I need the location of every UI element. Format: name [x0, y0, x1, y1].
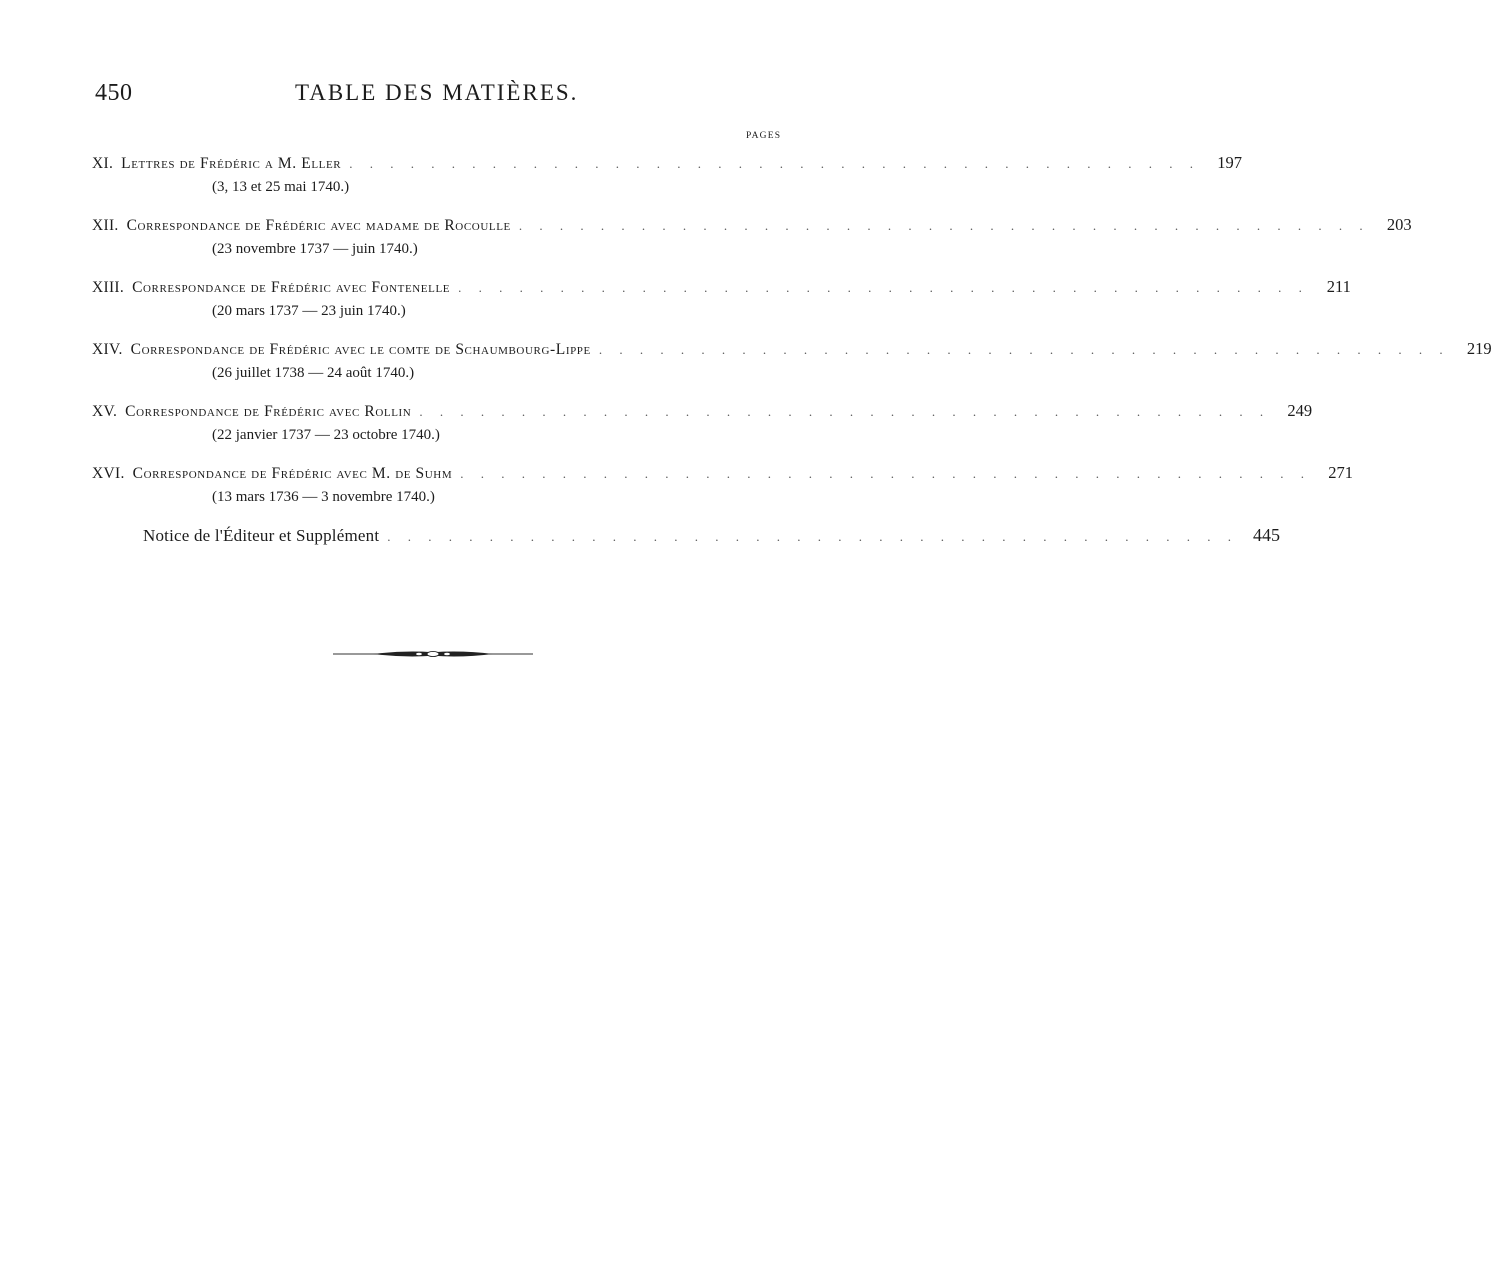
entry-date-range: (26 juillet 1738 — 24 août 1740.) — [212, 365, 415, 381]
dot-leader: . . . . . . . . . . . . . . . . . . . . . . . . . . . . . . . . . . . . . . . . . . — [419, 404, 1271, 419]
dot-leader: . . . . . . . . . . . . . . . . . . . . . . . . . . . . . . . . . . . . . . . . . . — [598, 342, 1450, 357]
entry-page-number: 203 — [1386, 215, 1412, 234]
dot-leader: . . . . . . . . . . . . . . . . . . . . . . . . . . . . . . . . . . . . . . . . . . — [518, 218, 1370, 233]
entry-page-number: 249 — [1287, 401, 1313, 420]
entry-date-range: (13 mars 1736 — 3 novembre 1740.) — [212, 489, 435, 505]
entry-page-number: 445 — [1253, 525, 1281, 545]
dot-leader: . . . . . . . . . . . . . . . . . . . . . . . . . . . . . . . . . . . . . . . . . . — [349, 156, 1200, 171]
entry-numeral: XVI. — [92, 465, 125, 482]
pages-column-label: PAGES — [746, 131, 782, 141]
entry-numeral: XII. — [92, 217, 119, 234]
entry-title: Correspondance de Frédéric avec Fontenelle — [132, 279, 451, 296]
entry-numeral: XIII. — [92, 279, 125, 296]
entry-date-range: (23 novembre 1737 — juin 1740.) — [212, 241, 418, 257]
toc-entry-xiii[interactable] — [92, 276, 1351, 338]
dot-leader: . . . . . . . . . . . . . . . . . . . . . . . . . . . . . . . . . . . . . . . . . . — [460, 466, 1311, 481]
toc-entry-xvi[interactable] — [92, 462, 1353, 524]
entry-title: Correspondance de Frédéric avec madame de Rocoulle — [126, 217, 511, 234]
page-number: 450 — [95, 80, 133, 106]
toc-entry-xv[interactable] — [92, 400, 1313, 462]
entry-page-number: 197 — [1217, 153, 1242, 172]
toc-entry-xiv[interactable] — [92, 338, 1492, 400]
dot-leader: . . . . . . . . . . . . . . . . . . . . . . . . . . . . . . . . . . . . . . . . . . — [387, 529, 1239, 544]
toc-entry-xii[interactable] — [92, 214, 1412, 276]
table-of-contents — [92, 152, 1492, 586]
ornament-divider-icon — [333, 647, 533, 661]
entry-title: Correspondance de Frédéric avec le comte de Schaumbourg-Lippe — [130, 341, 591, 358]
entry-title: Notice de l'Éditeur et Supplément — [143, 526, 380, 545]
entry-page-number: 211 — [1326, 277, 1351, 296]
entry-date-range: (22 janvier 1737 — 23 octobre 1740.) — [212, 427, 440, 443]
entry-title: Correspondance de Frédéric avec Rollin — [125, 403, 412, 420]
dot-leader: . . . . . . . . . . . . . . . . . . . . . . . . . . . . . . . . . . . . . . . . . . — [458, 280, 1309, 295]
entry-numeral: XV. — [92, 403, 118, 420]
toc-entry-notice[interactable] — [92, 524, 1281, 586]
entry-title: Correspondance de Frédéric avec M. de Suhm — [132, 465, 453, 482]
entry-numeral: XIV. — [92, 341, 123, 358]
running-head: TABLE DES MATIÈRES. — [295, 80, 579, 105]
entry-numeral: XI. — [92, 155, 114, 172]
entry-title: Lettres de Frédéric a M. Eller — [121, 155, 342, 172]
entry-date-range: (20 mars 1737 — 23 juin 1740.) — [212, 303, 406, 319]
entry-page-number: 219 — [1466, 339, 1492, 358]
toc-entry-xi[interactable] — [92, 152, 1242, 214]
entry-page-number: 271 — [1328, 463, 1353, 482]
entry-date-range: (3, 13 et 25 mai 1740.) — [212, 179, 350, 195]
